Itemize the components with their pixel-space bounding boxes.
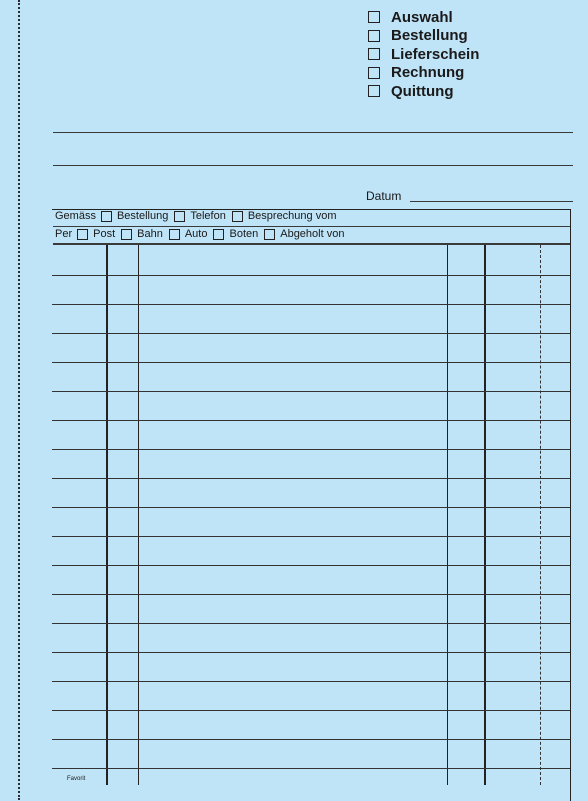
table-row[interactable] — [52, 362, 570, 363]
per-label: Per — [55, 228, 73, 240]
option-post[interactable] — [77, 228, 115, 240]
checkbox[interactable] — [232, 211, 243, 222]
checkbox[interactable] — [169, 229, 180, 240]
checkbox[interactable] — [368, 67, 380, 79]
gemaess-row — [55, 210, 343, 222]
option-label: Abgeholt von — [280, 228, 345, 240]
doc-type-label: Rechnung — [391, 64, 465, 82]
doc-type-bestellung[interactable] — [368, 27, 479, 46]
items-table — [52, 209, 571, 801]
checkbox[interactable] — [174, 211, 185, 222]
datum-label: Datum — [366, 189, 402, 203]
doc-type-quittung[interactable] — [368, 82, 479, 101]
table-row[interactable] — [52, 420, 570, 421]
option-label: Telefon — [190, 210, 226, 222]
checkbox[interactable] — [368, 11, 380, 23]
doc-type-label: Quittung — [391, 82, 454, 100]
checkbox[interactable] — [368, 85, 380, 97]
option-auto[interactable] — [169, 228, 208, 240]
table-row[interactable] — [52, 449, 570, 450]
option-besprechung[interactable] — [232, 210, 337, 222]
checkbox[interactable] — [101, 211, 112, 222]
option-boten[interactable] — [213, 228, 258, 240]
doc-type-rechnung[interactable] — [368, 64, 479, 83]
datum-field[interactable] — [410, 201, 573, 202]
option-label: Auto — [184, 228, 208, 240]
option-telefon[interactable] — [174, 210, 225, 222]
document-type-list — [368, 8, 479, 101]
table-row[interactable] — [52, 710, 570, 711]
option-label: Besprechung vom — [247, 210, 337, 222]
table-row[interactable] — [52, 275, 570, 276]
table-row[interactable] — [52, 478, 570, 479]
table-row[interactable] — [52, 739, 570, 740]
doc-type-label: Auswahl — [391, 8, 453, 26]
doc-type-lieferschein[interactable] — [368, 45, 479, 64]
footer-brand: Favorit — [67, 776, 86, 782]
per-row — [55, 228, 350, 240]
checkbox[interactable] — [213, 229, 224, 240]
table-row[interactable] — [52, 565, 570, 566]
column-divider — [106, 245, 108, 785]
option-label: Post — [93, 228, 116, 240]
option-abgeholt[interactable] — [264, 228, 344, 240]
option-label: Bestellung — [116, 210, 169, 222]
doc-type-label: Bestellung — [391, 27, 468, 45]
column-divider — [447, 245, 448, 785]
table-row[interactable] — [52, 507, 570, 508]
address-line-2[interactable] — [53, 165, 573, 166]
doc-type-auswahl[interactable] — [368, 8, 479, 27]
checkbox[interactable] — [121, 229, 132, 240]
table-header-rule — [53, 243, 570, 245]
table-row[interactable] — [52, 594, 570, 595]
doc-type-label: Lieferschein — [391, 45, 480, 63]
option-bestellung[interactable] — [101, 210, 168, 222]
address-line-1[interactable] — [53, 132, 573, 133]
table-row[interactable] — [52, 681, 570, 682]
checkbox[interactable] — [368, 30, 380, 42]
column-divider — [138, 245, 139, 785]
option-bahn[interactable] — [121, 228, 163, 240]
column-divider — [540, 245, 541, 785]
table-row[interactable] — [52, 623, 570, 624]
table-row[interactable] — [52, 768, 570, 769]
table-row[interactable] — [52, 333, 570, 334]
table-row[interactable] — [52, 304, 570, 305]
checkbox[interactable] — [368, 48, 380, 60]
option-label: Boten — [229, 228, 259, 240]
table-row[interactable] — [52, 652, 570, 653]
perforation-line — [18, 0, 20, 800]
column-divider — [484, 245, 486, 785]
table-row[interactable] — [52, 536, 570, 537]
checkbox[interactable] — [77, 229, 88, 240]
gemaess-rule — [53, 226, 570, 227]
table-row[interactable] — [52, 391, 570, 392]
option-label: Bahn — [137, 228, 163, 240]
checkbox[interactable] — [264, 229, 275, 240]
gemaess-label: Gemäss — [55, 210, 96, 222]
